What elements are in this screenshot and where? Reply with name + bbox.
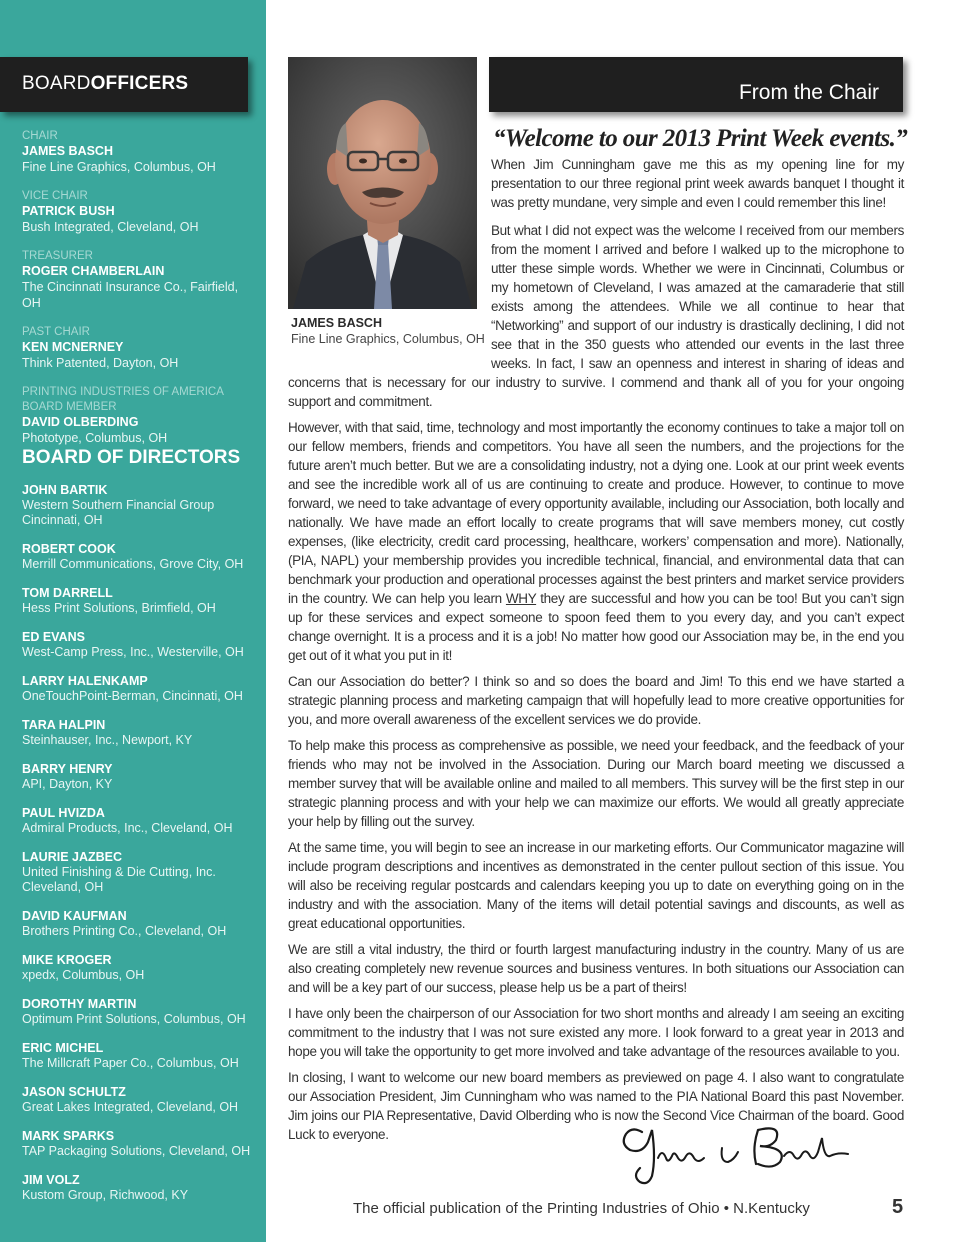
director-name: DOROTHY MARTIN [22,997,137,1011]
director-org-line2: Cleveland, OH [22,880,104,894]
director-name: LARRY HALENKAMP [22,674,148,688]
director-name: TARA HALPIN [22,718,106,732]
emphasis-why: WHY [505,591,537,606]
director-name: DAVID KAUFMAN [22,909,127,923]
officer-org: Fine Line Graphics, Columbus, OH [22,160,216,174]
director-org: Western Southern Financial Group [22,498,215,512]
director-name: JASON SCHULTZ [22,1085,126,1099]
officer-name: KEN MCNERNEY [22,340,124,354]
officer-org: Think Patented, Dayton, OH [22,356,179,370]
director-org: Merrill Communications, Grove City, OH [22,557,244,571]
article-paragraph: In closing, I want to welcome our new board members as previewed on page 4. I also want to congratulate our Association President, Jim Cunningham who was named to the PIA National Board this past November. Jim joins our PIA Representative, David Olberding who is now the Second Vice Chairman of the board. Good Luck to everyone. [288,1070,904,1142]
page-number: 5 [892,1196,904,1218]
director-org: United Finishing & Die Cutting, Inc. [22,865,216,879]
director-name: ERIC MICHEL [22,1041,104,1055]
handwritten-signature [612,1118,856,1190]
director-name: MIKE KROGER [22,953,112,967]
director-org: TAP Packaging Solutions, Cleveland, OH [22,1144,251,1158]
officer-role: PRINTING INDUSTRIES OF AMERICA BOARD MEMBER [22,386,224,413]
director-name: MARK SPARKS [22,1129,115,1143]
officer-entry [22,385,258,446]
director-entry [22,850,258,895]
director-entry [22,542,258,572]
sidebar [0,0,266,1242]
director-org: Optimum Print Solutions, Columbus, OH [22,1012,246,1026]
director-entry [22,953,258,983]
director-org: Great Lakes Integrated, Cleveland, OH [22,1100,239,1114]
officers-list [22,129,258,460]
from-the-chair-banner [489,57,903,112]
director-org: Hess Print Solutions, Brimfield, OH [22,601,216,615]
director-entry [22,1085,258,1115]
director-entry [22,1041,258,1071]
director-entry [22,806,258,836]
director-org: Brothers Printing Co., Cleveland, OH [22,924,227,938]
officer-name: PATRICK BUSH [22,204,115,218]
director-org: Admiral Products, Inc., Cleveland, OH [22,821,233,835]
officer-org: Bush Integrated, Cleveland, OH [22,220,199,234]
director-entry [22,586,258,616]
article-paragraph: However, with that said, time, technology and most importantly the economy continues to take a major toll on our fellow members, friends and competitors. You have all seen the numbers, and the projections for the future aren’t much better. But we are a consolidating industry, not a dying one. Look at our print week events and see the incredible work all of us are continuing to create and produce. However, to continue to move forward, we need to take advantage of every opportunity available, including our Association, both locally and nationally. We have made an effort locally to create programs that will save members money, cut costly expenses, (like electricity, credit card processing, healthcare, workers’ compensation and more). Nationally, (PIA, NAPL) your membership provides you incredible technical, financial, and environmental data that can benchmark your production and operational processes against the best printers and market service providers in the country. We can help you learn WHY they are successful and how you can be too! But you can’t sign up for these services and expect someone to spoon feed them to you every day, and you can’t expect change overnight. It is a process and it is a job! No matter how good our Association may be, in the end you get out of it what you put in it! [288,420,904,663]
director-org-line2: Cincinnati, OH [22,513,103,527]
director-org: API, Dayton, KY [22,777,113,791]
director-entry [22,1129,258,1159]
officer-entry [22,249,258,311]
officer-role: CHAIR [22,130,58,142]
officer-org: The Cincinnati Insurance Co., Fairfield, OH [22,280,239,310]
director-org: xpedx, Columbus, OH [22,968,145,982]
director-entry [22,674,258,704]
directors-list [22,483,258,1217]
director-name: TOM DARRELL [22,586,113,600]
article-paragraph: At the same time, you will begin to see an increase in our marketing efforts. Our Communicator magazine will include program descriptions and incentives as demonstrated in the center pullout section of this issue. You will also be receiving regular postcards and calendars keeping you up to date on everything going on in the industry and with the association. Many of the items will detail potential savings and discounts, as well as great educational opportunities. [288,840,904,931]
director-entry [22,483,258,528]
footer-publication-line: The official publication of the Printing Industries of Ohio • N.Kentucky [353,1200,810,1217]
director-entry [22,630,258,660]
director-org: West-Camp Press, Inc., Westerville, OH [22,645,244,659]
article-paragraph: When Jim Cunningham gave me this as my opening line for my presentation to our three regional print week awards banquet I thought it was pretty mundane, very simple and even I could remember this line! [491,157,904,210]
director-org: OneTouchPoint-Berman, Cincinnati, OH [22,689,243,703]
article-headline: “Welcome to our 2013 Print Week events.” [493,125,908,152]
caption-name: JAMES BASCH [291,316,382,330]
officer-role: TREASURER [22,250,93,262]
director-org: Steinhauser, Inc., Newport, KY [22,733,193,747]
officer-name: DAVID OLBERDING [22,415,139,429]
officer-name: JAMES BASCH [22,144,113,158]
director-name: PAUL HVIZDA [22,806,105,820]
director-name: ROBERT COOK [22,542,116,556]
board-officers-title: BOARDOFFICERS [22,73,189,94]
director-entry [22,1173,258,1203]
officer-name: ROGER CHAMBERLAIN [22,264,165,278]
article-paragraph: Can our Association do better? I think so and so does the board and Jim! To this end we have started a strategic planning process and marketing campaign that will hopefully lead to more creative opportunities for you, and more overall awareness of the excellent services we do provide. [288,674,904,727]
director-org: The Millcraft Paper Co., Columbus, OH [22,1056,239,1070]
director-name: ED EVANS [22,630,85,644]
article-body [288,221,904,1144]
officer-role: VICE CHAIR [22,190,88,202]
director-entry [22,762,258,792]
article-paragraph: But what I did not expect was the welcome I received from our members from the moment I arrived and before I walked up to the microphone to utter these simple words. Whether we were in Cincinnati, Columbus or my hometown of Cleveland, I was amazed at the camaraderie that still exists among the attendees. While we all continue to hear that “Networking” and support of our industry is drastically declining, I did not see that in the 350 guests who attended our events in the last three weeks. In fact, I saw an openness and interest in sharing of ideas and concerns that is necessary for our industry to survive. I commend and thank all of you for your ongoing support and commitment. [288,223,904,409]
article-paragraph: We are still a vital industry, the third or fourth largest manufacturing industry in the country. Many of us are also creating completely new revenue sources and business ventures. In both situations our Association can and will be a key part of our success, please help us be a part of theirs! [288,942,904,995]
board-officers-header [0,57,248,112]
director-name: LAURIE JAZBEC [22,850,123,864]
officer-entry [22,189,258,235]
caption-org: Fine Line Graphics, Columbus, OH [291,332,485,346]
director-org: Kustom Group, Richwood, KY [22,1188,189,1202]
article-paragraph: I have only been the chairperson of our Association for two short months and already I am seeing an exciting commitment to the industry that I was not sure existed any more. I look forward to a great year in 2013 and hope you will take the opportunity to get more involved and take advantage of the resources available to you. [288,1006,904,1059]
director-entry [22,997,258,1027]
director-name: JIM VOLZ [22,1173,80,1187]
banner-label: From the Chair [738,81,879,104]
board-of-directors-heading: BOARD OF DIRECTORS [22,447,241,468]
officer-entry [22,129,258,175]
photo-wrap-spacer [288,221,491,361]
officer-entry [22,325,258,371]
article-paragraph: To help make this process as comprehensive as possible, we need your feedback, and the feedback of your friends who may not be involved in the Association. During our March board meeting we discussed a member survey that will be available online and mailed to all members. This survey will be the first step in our strategic planning process and with your help we can maximize our efforts. We would all greatly appreciate your help by filling out the survey. [288,738,904,829]
director-name: BARRY HENRY [22,762,113,776]
officer-org: Phototype, Columbus, OH [22,431,168,445]
director-entry [22,909,258,939]
director-name: JOHN BARTIK [22,483,108,497]
officer-role: PAST CHAIR [22,326,90,338]
director-entry [22,718,258,748]
